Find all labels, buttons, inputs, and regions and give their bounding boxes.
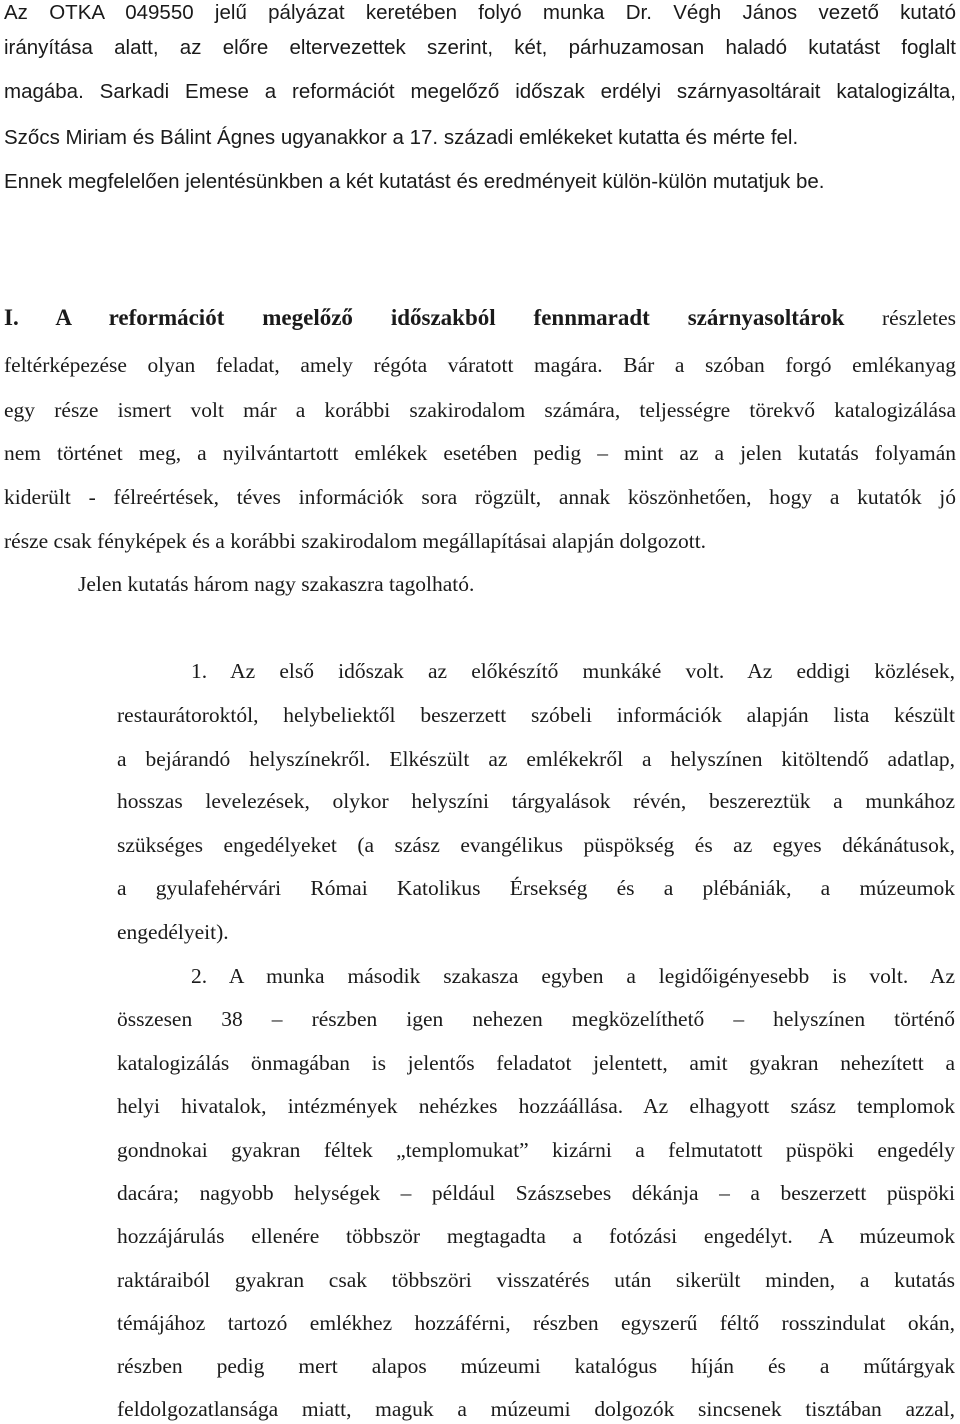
section1-heading: I. A reformációt megelőző időszakból fennmaradt szárnyasoltárok	[4, 305, 845, 330]
item1-line-6: a gyulafehérvári Római Katolikus Érsekség és a plébániák, a múzeumok	[117, 876, 955, 900]
item2-line-3: katalogizálás önmagában is jelentős feladatot jelentett, amit gyakran nehezített a	[117, 1051, 955, 1075]
item1-line-7: engedélyeit).	[117, 920, 229, 944]
section1-line-7: Jelen kutatás három nagy szakaszra tagolható.	[78, 572, 475, 596]
item2-line-5: gondnokai gyakran féltek „templomukat” kizárni a felmutatott püspöki engedély	[117, 1138, 955, 1162]
item1-line-5: szükséges engedélyeket (a szász evangélikus püspökség és az egyes dékánátusok,	[117, 833, 955, 857]
item2-line-2: összesen 38 – részben igen nehezen megközelíthető – helyszínen történő	[117, 1007, 955, 1031]
section1-line-4: nem történet meg, a nyilvántartott emlékek esetében pedig – mint az a jelen kutatás folyamán	[4, 441, 956, 465]
section1-line-2: feltérképezése olyan feladat, amely régóta váratott magára. Bár a szóban forgó emlékanyag	[4, 353, 956, 377]
intro-line-4: Szőcs Miriam és Bálint Ágnes ugyanakkor a 17. századi emlékeket kutatta és mérte fel.	[4, 126, 799, 149]
item2-line-9: témájához tartozó emlékhez hozzáférni, részben egyszerű féltő rosszindulat okán,	[117, 1311, 955, 1335]
item1-line-2: restaurátoroktól, helybeliektől beszerzett szóbeli információk alapján lista készült	[117, 703, 955, 727]
item2-line-4: helyi hivatalok, intézmények nehézkes hozzáállása. Az elhagyott szász templomok	[117, 1094, 955, 1118]
item2-line-8: raktáraiból gyakran csak többszöri visszatérés után sikerült minden, a kutatás	[117, 1268, 955, 1292]
item2-line-11: feldolgozatlansága miatt, maguk a múzeumi dolgozók sincsenek tisztában azzal,	[117, 1397, 955, 1421]
section1-heading-rest: részletes	[844, 306, 957, 330]
item1-line-4: hosszas levelezések, olykor helyszíni tárgyalások révén, beszereztük a munkához	[117, 789, 955, 813]
item1-line-3: a bejárandó helyszínekről. Elkészült az emlékekről a helyszínen kitöltendő adatlap,	[117, 747, 955, 771]
section1-line-6: része csak fényképek és a korábbi szakirodalom megállapításai alapján dolgozott.	[4, 529, 707, 553]
section1-line-3: egy része ismert volt már a korábbi szakirodalom számára, teljességre törekvő katalogizálása	[4, 398, 956, 422]
item2-line-1: 2. A munka második szakasza egyben a legidőigényesebb is volt. Az	[191, 964, 955, 988]
item2-line-7: hozzájárulás ellenére többször megtagadta a fotózási engedélyt. A múzeumok	[117, 1224, 955, 1248]
section1-line-5: kiderült - félreértések, téves információk sora rögzült, annak köszönhetően, hogy a kutatók jó	[4, 485, 956, 509]
item2-line-6: dacára; nagyobb helységek – például Szászsebes dékánja – a beszerzett püspöki	[117, 1181, 955, 1205]
item1-line-1: 1. Az első időszak az előkészítő munkáké volt. Az eddigi közlések,	[191, 659, 955, 683]
intro-line-3: magába. Sarkadi Emese a reformációt megelőző időszak erdélyi szárnyasoltárait katalogizálta,	[4, 80, 956, 103]
intro-line-5: Ennek megfelelően jelentésünkben a két kutatást és eredményeit külön-külön mutatjuk be.	[4, 170, 825, 193]
intro-line-1: Az OTKA 049550 jelű pályázat keretében folyó munka Dr. Végh János vezető kutató	[4, 1, 956, 24]
item2-line-10: részben pedig mert alapos múzeumi katalógus híján és a műtárgyak	[117, 1354, 955, 1378]
intro-line-2: irányítása alatt, az előre eltervezettek szerint, két, párhuzamosan haladó kutatást foglalt	[4, 36, 956, 59]
section1-line-1	[4, 303, 956, 333]
